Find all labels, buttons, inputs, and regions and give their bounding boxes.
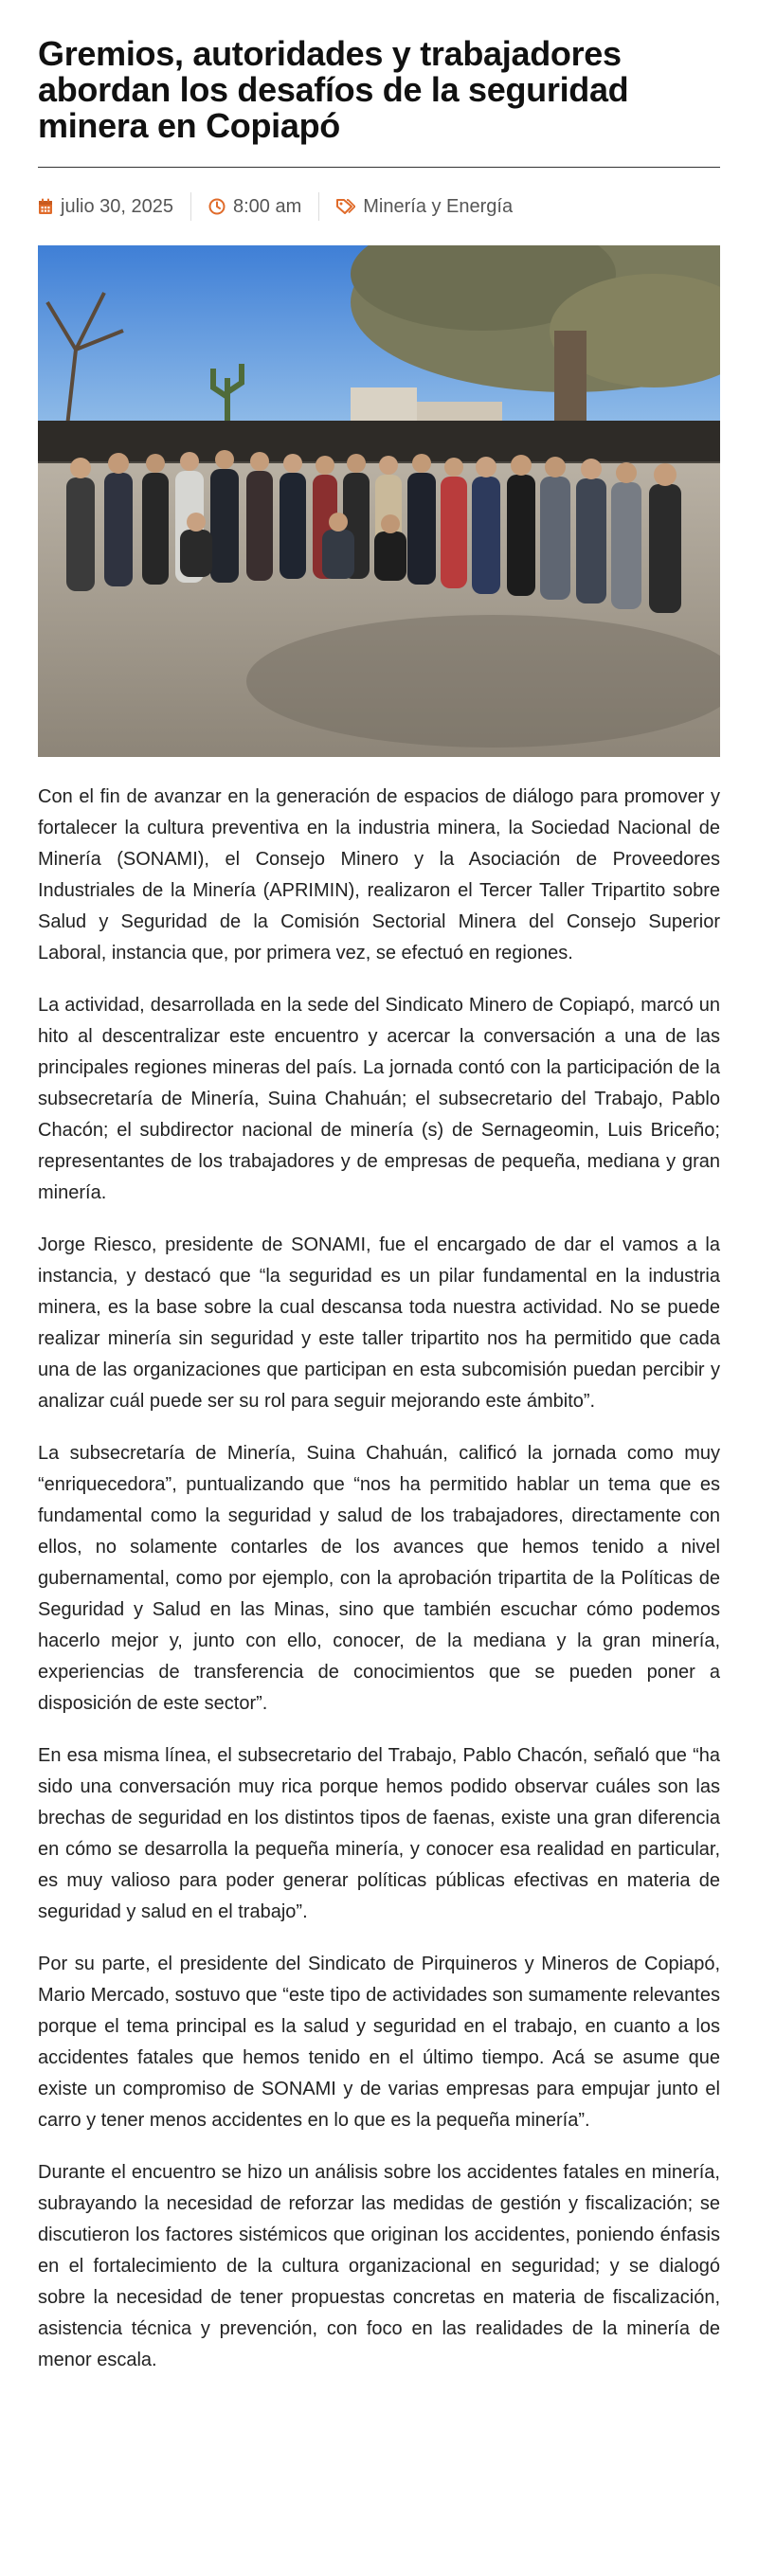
meta-separator [318, 192, 319, 221]
title-divider [38, 167, 720, 168]
tag-icon [336, 198, 355, 215]
paragraph: En esa misma línea, el subsecretario del Trabajo, Pablo Chacón, señaló que “ha sido una conversación muy rica porque hemos podido observar cuáles son las brechas de seguridad en los distintos tipos de faenas, existe una gran diferencia en cómo se desarrolla la pequeña minería, y conocer esa realidad en particular, es muy valioso para poder generar políticas públicas efectivas en materia de seguridad y salud en el trabajo”. [38, 1745, 720, 1922]
clock-icon [208, 198, 226, 215]
meta-category[interactable] [336, 196, 513, 218]
meta-date-text: julio 30, 2025 [61, 195, 173, 217]
meta-date [38, 196, 173, 218]
category-link[interactable]: Minería y Energía [363, 195, 514, 217]
article-body [38, 782, 720, 2376]
paragraph: Con el fin de avanzar en la generación de espacios de diálogo para promover y fortalecer la cultura preventiva en la industria minera, la Sociedad Nacional de Minería (SONAMI), el Consejo Minero y la Asociación de Proveedores Industriales de la Minería (APRIMIN), realizaron el Tercer Taller Tripartito sobre Salud y Seguridad de la Comisión Sectorial Minera del Consejo Superior Laboral, instancia que, por primera vez, se efectuó en regiones. [38, 786, 720, 964]
paragraph: Jorge Riesco, presidente de SONAMI, fue el encargado de dar el vamos a la instancia, y destacó que “la seguridad es un pilar fundamental en la industria minera, es la base sobre la cual descansa toda nuestra actividad. No se puede realizar minería sin seguridad y este taller tripartito nos ha permitido que cada una de las organizaciones que participan en esta subcomisión puedan percibir y analizar cuál puede ser su rol para seguir mejorando este ámbito”. [38, 1234, 720, 1412]
article-title: Gremios, autoridades y trabajadores abordan los desafíos de la seguridad minera en Copiapó [38, 34, 629, 145]
paragraph: Por su parte, el presidente del Sindicato de Pirquineros y Mineros de Copiapó, Mario Mercado, sostuvo que “este tipo de actividades son sumamente relevantes porque el tema principal es la salud y seguridad en el trabajo, en cuanto a los accidentes fatales que hemos tenido en el último tiempo. Acá se asume que existe un compromiso de SONAMI y de varias empresas para empujar junto el carro y tener menos accidentes en lo que es la pequeña minería”. [38, 1954, 720, 2131]
paragraph: La actividad, desarrollada en la sede del Sindicato Minero de Copiapó, marcó un hito al descentralizar este encuentro y acercar la conversación a una de las principales regiones mineras del país. La jornada contó con la participación de la subsecretaría de Minería, Suina Chahuán; el subsecretario del Trabajo, Pablo Chacón; el subdirector nacional de minería (s) de Sernageomin, Luis Briceño; representantes de los trabajadores y de empresas de pequeña, mediana y gran minería. [38, 995, 720, 1203]
article-photo [38, 245, 720, 757]
meta-time-text: 8:00 am [232, 195, 302, 217]
article [38, 0, 720, 2376]
paragraph: La subsecretaría de Minería, Suina Chahuán, calificó la jornada como muy “enriquecedora”, puntualizando que “nos ha permitido hablar un tema que es fundamental como la seguridad y salud de los trabajadores, directamente con ellos, no solamente contarles de los avances que hemos tenido a nivel gubernamental, como por ejemplo, con la aprobación tripartita de la Políticas de Seguridad y Salud en las Minas, sino que también escuchar cómo podemos hacerlo mejor y, junto con ello, conocer, de la mediana y la gran minería, experiencias de transferencia de conocimientos que se pueden poner a disposición de este sector”. [38, 1443, 720, 1714]
calendar-icon [38, 198, 53, 215]
meta-separator [190, 192, 191, 221]
paragraph: Durante el encuentro se hizo un análisis sobre los accidentes fatales en minería, subrayando la necesidad de reforzar las medidas de gestión y fiscalización; se discutieron los factores sistémicos que originan los accidentes, poniendo énfasis en el fortalecimiento de la cultura organizacional en seguridad; y se dialogó sobre la necesidad de tener propuestas concretas en materia de fiscalización, asistencia técnica y prevención, con foco en las realidades de la minería de menor escala. [38, 2162, 720, 2370]
article-meta [38, 192, 720, 221]
meta-time [208, 196, 301, 218]
